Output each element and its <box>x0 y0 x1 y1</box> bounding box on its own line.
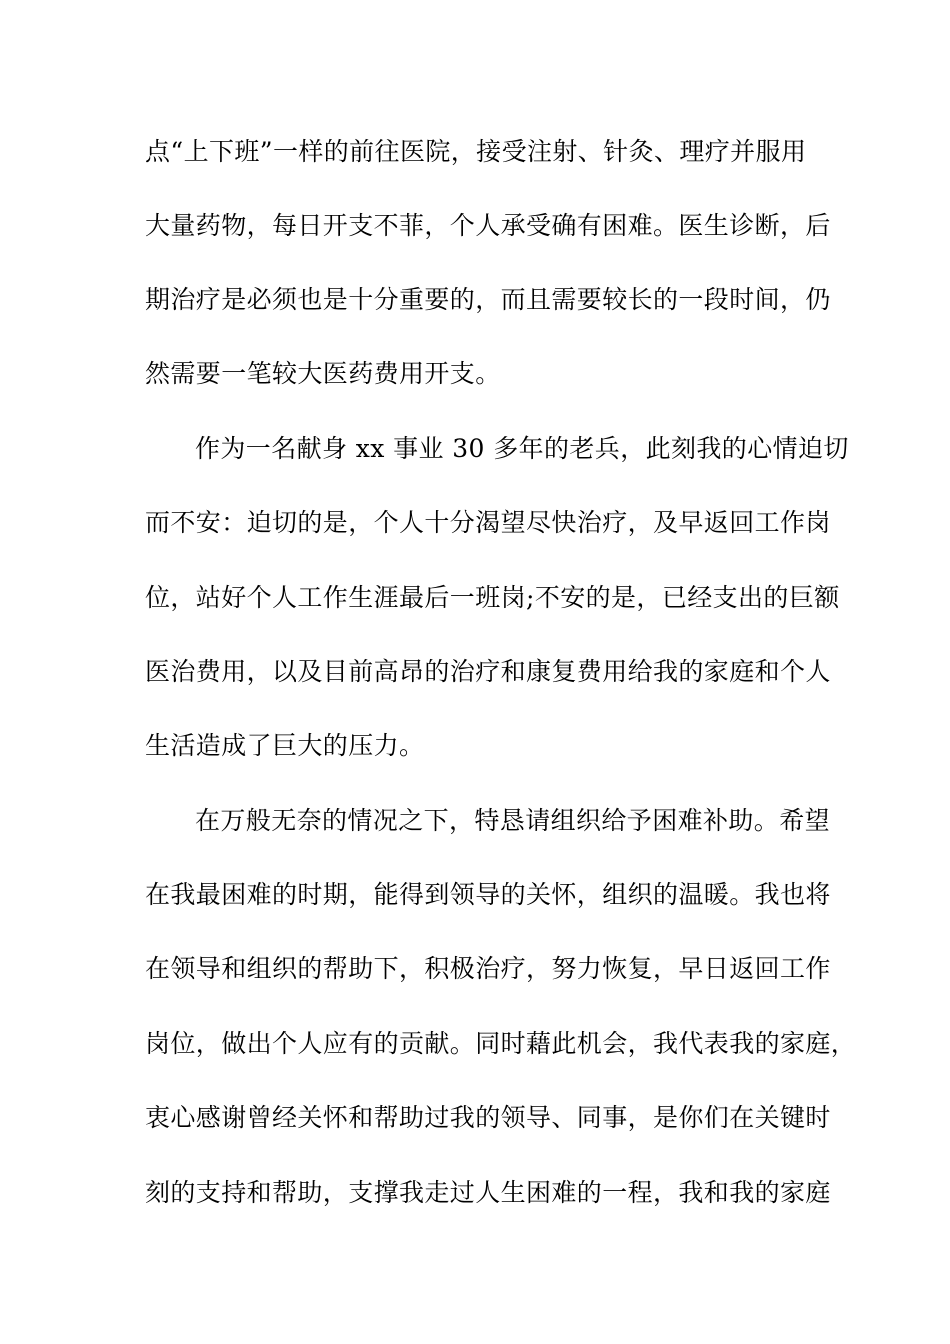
text-line: 在我最困难的时期，能得到领导的关怀，组织的温暖。我也将 <box>145 880 831 909</box>
text-line: 然需要一笔较大医药费用开支。 <box>145 359 501 388</box>
text-line: 大量药物，每日开支不菲，个人承受确有困难。医生诊断，后 <box>145 211 831 240</box>
paragraph-first-line: 作为一名献身 xx 事业 30 多年的老兵，此刻我的心情迫切 <box>195 434 849 463</box>
text-line: 衷心感谢曾经关怀和帮助过我的领导、同事，是你们在关键时 <box>145 1103 831 1132</box>
text-line: 岗位，做出个人应有的贡献。同时藉此机会，我代表我的家庭， <box>145 1029 857 1058</box>
text-line: 期治疗是必须也是十分重要的，而且需要较长的一段时间，仍 <box>145 285 831 314</box>
text-line: 在领导和组织的帮助下，积极治疗，努力恢复，早日返回工作 <box>145 954 831 983</box>
paragraph-first-line: 在万般无奈的情况之下，特恳请组织给予困难补助。希望 <box>195 806 831 835</box>
text-line: 生活造成了巨大的压力。 <box>145 731 425 760</box>
text-line: 刻的支持和帮助，支撑我走过人生困难的一程，我和我的家庭 <box>145 1178 831 1207</box>
text-line: 点“上下班”一样的前往医院，接受注射、针灸、理疗并服用 <box>145 137 807 166</box>
text-line: 医治费用，以及目前高昂的治疗和康复费用给我的家庭和个人 <box>145 657 831 686</box>
text-line: 位，站好个人工作生涯最后一班岗;不安的是，已经支出的巨额 <box>145 583 840 612</box>
text-line: 而不安：迫切的是，个人十分渴望尽快治疗，及早返回工作岗 <box>145 508 831 537</box>
